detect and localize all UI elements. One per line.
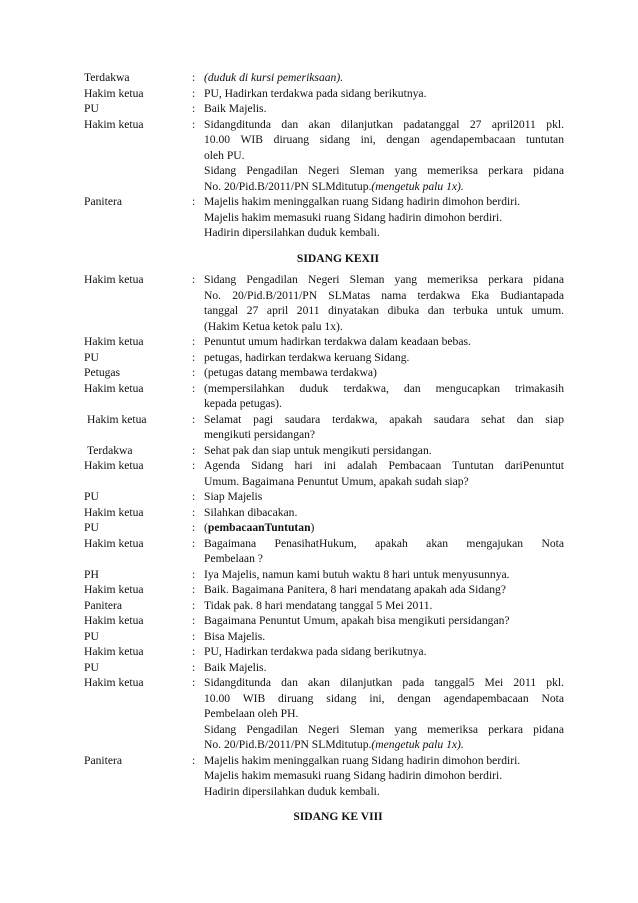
speaker-label: Panitera (84, 598, 122, 612)
colon-separator: : (192, 273, 196, 286)
dialogue-row (84, 505, 564, 521)
dialogue-row (84, 272, 564, 334)
dialogue-row (84, 365, 564, 381)
speaker-label: Hakim ketua (84, 381, 144, 395)
utterance-line (204, 567, 564, 583)
speaker-label: Hakim ketua (84, 335, 144, 348)
utterance (204, 334, 564, 350)
line-text: No. 20/Pid.B/2011/PN SLMditutup. (204, 738, 372, 751)
colon-separator: : (192, 350, 196, 364)
line-text: mengikuti persidangan? (204, 428, 316, 441)
speaker-label: Terdakwa (87, 443, 133, 457)
line-text: (Hakim Ketua ketok palu 1x). (204, 319, 343, 333)
speaker-label: Hakim ketua (84, 86, 144, 100)
speaker-label: Panitera (84, 195, 122, 208)
bold-text: pembacaanTuntutan (207, 521, 311, 534)
colon-separator: : (192, 660, 196, 674)
line-text: Bisa Majelis. (204, 629, 266, 643)
line-text: Selamat pagi saudara terdakwa, apakah saudara sehat dan siap (204, 412, 564, 426)
line-text: kepada petugas). (204, 397, 282, 410)
speaker-label: PU (84, 660, 99, 674)
utterance-line (204, 613, 564, 629)
line-text: Majelis hakim memasuki ruang Sidang hadirin dimohon berdiri. (204, 210, 503, 224)
speaker-label: Terdakwa (84, 71, 130, 84)
utterance (204, 613, 564, 629)
dialogue-row (84, 582, 564, 598)
dialogue-row (84, 536, 564, 567)
line-text: Hadirin dipersilahkan duduk kembali. (204, 226, 380, 239)
line-text: petugas, hadirkan terdakwa keruang Sidang. (204, 350, 410, 364)
utterance (204, 753, 564, 800)
speaker-label: PH (84, 567, 99, 581)
speaker-label: Hakim ketua (87, 412, 147, 426)
colon-separator: : (192, 335, 196, 348)
utterance (204, 412, 564, 443)
utterance-line (204, 458, 564, 474)
utterance-line (204, 117, 564, 133)
utterance-line (204, 505, 564, 521)
line-text: oleh PU. (204, 148, 245, 162)
line-text: PU, Hadirkan terdakwa pada sidang berikutnya. (204, 645, 427, 658)
utterance (204, 505, 564, 521)
dialogue-row (84, 753, 564, 800)
utterance-line (204, 691, 564, 707)
speaker-label: PU (84, 350, 99, 364)
line-text: Hadirin dipersilahkan duduk kembali. (204, 784, 380, 798)
utterance-line (204, 737, 564, 753)
utterance (204, 598, 564, 614)
utterance-line (204, 210, 564, 226)
line-text: Tidak pak. 8 hari mendatang tanggal 5 Mei 2011. (204, 598, 433, 612)
line-text: Bagaimana PenasihatHukum, apakah akan mengajukan Nota (204, 536, 564, 550)
line-text: Umum. Bagaimana Penuntut Umum, apakah sudah siap? (204, 474, 469, 488)
line-text: Sidang Pengadilan Negeri Sleman yang memeriksa perkara pidana (204, 722, 564, 736)
utterance-line (204, 288, 564, 304)
utterance (204, 101, 564, 117)
utterance (204, 489, 564, 505)
speaker-label: Hakim ketua (84, 676, 144, 689)
colon-separator: : (192, 583, 196, 596)
speaker-label: PU (84, 629, 99, 643)
utterance-line (204, 536, 564, 552)
utterance-line (204, 474, 564, 490)
utterance-line (204, 660, 564, 676)
line-text: Sidang Pengadilan Negeri Sleman yang memeriksa perkara pidana (204, 164, 564, 177)
line-text: Majelis hakim memasuki ruang Sidang hadirin dimohon berdiri. (204, 769, 503, 782)
line-text: 10.00 WIB diruang sidang ini, dengan agendapembacaan tuntutan (204, 133, 564, 146)
dialogue-block-2 (84, 272, 564, 799)
line-text: Sidang Pengadilan Negeri Sleman yang memeriksa perkara pidana (204, 273, 564, 286)
colon-separator: : (192, 490, 196, 503)
utterance (204, 660, 564, 676)
dialogue-row (84, 412, 564, 443)
utterance (204, 582, 564, 598)
utterance-line (204, 132, 564, 148)
utterance-line (204, 148, 564, 164)
utterance-line (204, 427, 564, 443)
line-text: Majelis hakim meninggalkan ruang Sidang hadirin dimohon berdiri. (204, 753, 521, 767)
line-text: No. 20/Pid.B/2011/PN SLMatas nama terdakwa Eka Budiantapada (204, 288, 564, 302)
dialogue-row (84, 350, 564, 366)
line-text: 10.00 WIB diruang sidang ini, dengan agendapembacaan Nota (204, 691, 564, 705)
colon-separator: : (192, 412, 196, 426)
utterance-line (204, 86, 564, 102)
utterance (204, 443, 564, 459)
speaker-label: Hakim ketua (84, 505, 144, 519)
colon-separator: : (192, 71, 196, 84)
dialogue-row (84, 70, 564, 86)
utterance-line (204, 70, 564, 86)
speaker-label: Petugas (84, 366, 121, 379)
line-text: Sehat pak dan siap untuk mengikuti persidangan. (204, 443, 432, 457)
speaker-label: Hakim ketua (84, 117, 144, 131)
colon-separator: : (192, 102, 196, 115)
dialogue-row (84, 381, 564, 412)
dialogue-row (84, 613, 564, 629)
line-text: Pembelaan oleh PH. (204, 707, 299, 720)
utterance-line (204, 303, 564, 319)
utterance (204, 629, 564, 645)
speaker-label: Hakim ketua (84, 645, 144, 658)
colon-separator: : (192, 459, 196, 472)
utterance-line (204, 722, 564, 738)
speaker-label: Hakim ketua (84, 536, 144, 550)
dialogue-row (84, 194, 564, 241)
utterance-line (204, 768, 564, 784)
colon-separator: : (192, 195, 196, 208)
colon-separator: : (192, 536, 196, 550)
dialogue-row (84, 675, 564, 753)
colon-separator: : (192, 521, 196, 534)
line-text: Baik. Bagaimana Panitera, 8 hari mendatang apakah ada Sidang? (204, 583, 506, 596)
colon-separator: : (192, 366, 196, 379)
utterance (204, 381, 564, 412)
dialogue-row (84, 101, 564, 117)
utterance (204, 350, 564, 366)
utterance-line (204, 551, 564, 567)
colon-separator: : (192, 86, 196, 100)
utterance (204, 117, 564, 195)
dialogue-row (84, 117, 564, 195)
colon-separator: : (192, 567, 196, 581)
utterance-line (204, 753, 564, 769)
dialogue-row (84, 520, 564, 536)
dialogue-row (84, 489, 564, 505)
speaker-label: PU (84, 490, 99, 503)
utterance-line (204, 365, 564, 381)
utterance-line (204, 272, 564, 288)
colon-separator: : (192, 629, 196, 643)
transcript-page (84, 70, 564, 831)
speaker-label: Hakim ketua (84, 583, 144, 596)
colon-separator: : (192, 645, 196, 658)
dialogue-row (84, 334, 564, 350)
speaker-label: Hakim ketua (84, 273, 144, 286)
colon-separator: : (192, 614, 196, 627)
utterance-line (204, 225, 564, 241)
dialogue-row (84, 443, 564, 459)
utterance-line (204, 520, 564, 536)
line-text: Baik Majelis. (204, 102, 267, 115)
speaker-label: Hakim ketua (84, 614, 144, 627)
speaker-label: Panitera (84, 753, 122, 767)
utterance (204, 644, 564, 660)
utterance-line (204, 334, 564, 350)
dialogue-row (84, 86, 564, 102)
line-text: (petugas datang membawa terdakwa) (204, 366, 377, 379)
paren-open: ( (204, 521, 208, 534)
utterance-line (204, 644, 564, 660)
utterance-line (204, 179, 564, 195)
utterance-line (204, 350, 564, 366)
dialogue-block-1 (84, 70, 564, 241)
utterance-line (204, 598, 564, 614)
line-text: tanggal 27 april 2011 dinyatakan dibuka dan terbuka untuk umum. (204, 304, 564, 317)
colon-separator: : (192, 676, 196, 689)
line-text: Iya Majelis, namun kami butuh waktu 8 hari untuk menyusunnya. (204, 567, 510, 581)
colon-separator: : (192, 443, 196, 457)
section-heading-sidang-kexii: SIDANG KEXII (296, 251, 380, 265)
colon-separator: : (192, 753, 196, 767)
line-text: Silahkan dibacakan. (204, 505, 298, 519)
utterance-line (204, 443, 564, 459)
line-text: Sidangditunda dan akan dilanjutkan padatanggal 27 april2011 pkl. (204, 117, 564, 131)
line-text: Majelis hakim meninggalkan ruang Sidang hadirin dimohon berdiri. (204, 195, 521, 208)
dialogue-row (84, 644, 564, 660)
dialogue-row (84, 629, 564, 645)
line-text: Baik Majelis. (204, 660, 267, 674)
dialogue-row (84, 458, 564, 489)
utterance-line (204, 412, 564, 428)
utterance (204, 567, 564, 583)
utterance-line (204, 163, 564, 179)
utterance-line (204, 396, 564, 412)
utterance (204, 194, 564, 241)
utterance-line (204, 319, 564, 335)
utterance (204, 536, 564, 567)
colon-separator: : (192, 117, 196, 131)
utterance-line (204, 706, 564, 722)
line-text: PU, Hadirkan terdakwa pada sidang berikutnya. (204, 86, 427, 100)
line-text: Pembelaan ? (204, 552, 263, 565)
utterance (204, 365, 564, 381)
paren-close: ) (310, 521, 315, 534)
section-heading-sidang-ke-viii: SIDANG KE VIII (293, 810, 383, 823)
utterance-line (204, 629, 564, 645)
line-text: Sidangditunda dan akan dilanjutkan pada tanggal5 Mei 2011 pkl. (204, 676, 564, 689)
line-text: Siap Majelis (204, 490, 263, 503)
dialogue-row (84, 660, 564, 676)
colon-separator: : (192, 381, 196, 395)
utterance-line (204, 675, 564, 691)
utterance (204, 458, 564, 489)
speaker-label: Hakim ketua (84, 459, 144, 472)
utterance (204, 520, 564, 536)
line-text: Agenda Sidang hari ini adalah Pembacaan Tuntutan dariPenuntut (204, 459, 564, 472)
utterance (204, 70, 564, 86)
line-text: Bagaimana Penuntut Umum, apakah bisa mengikuti persidangan? (204, 614, 510, 627)
dialogue-row (84, 598, 564, 614)
line-text: No. 20/Pid.B/2011/PN SLMditutup. (204, 179, 372, 193)
stage-direction: (mengetuk palu 1x). (371, 738, 464, 751)
line-text: (mempersilahkan duduk terdakwa, dan mengucapkan trimakasih (204, 381, 564, 395)
utterance-line (204, 381, 564, 397)
stage-direction: (duduk di kursi pemeriksaan). (204, 71, 344, 84)
stage-direction: (mengetuk palu 1x). (371, 179, 464, 193)
colon-separator: : (192, 505, 196, 519)
utterance-line (204, 194, 564, 210)
utterance (204, 675, 564, 753)
utterance (204, 272, 564, 334)
colon-separator: : (192, 598, 196, 612)
utterance (204, 86, 564, 102)
utterance-line (204, 489, 564, 505)
dialogue-row (84, 567, 564, 583)
utterance-line (204, 101, 564, 117)
line-text: Penuntut umum hadirkan terdakwa dalam keadaan bebas. (204, 335, 471, 348)
speaker-label: PU (84, 521, 99, 534)
utterance-line (204, 784, 564, 800)
utterance-line (204, 582, 564, 598)
speaker-label: PU (84, 102, 99, 115)
